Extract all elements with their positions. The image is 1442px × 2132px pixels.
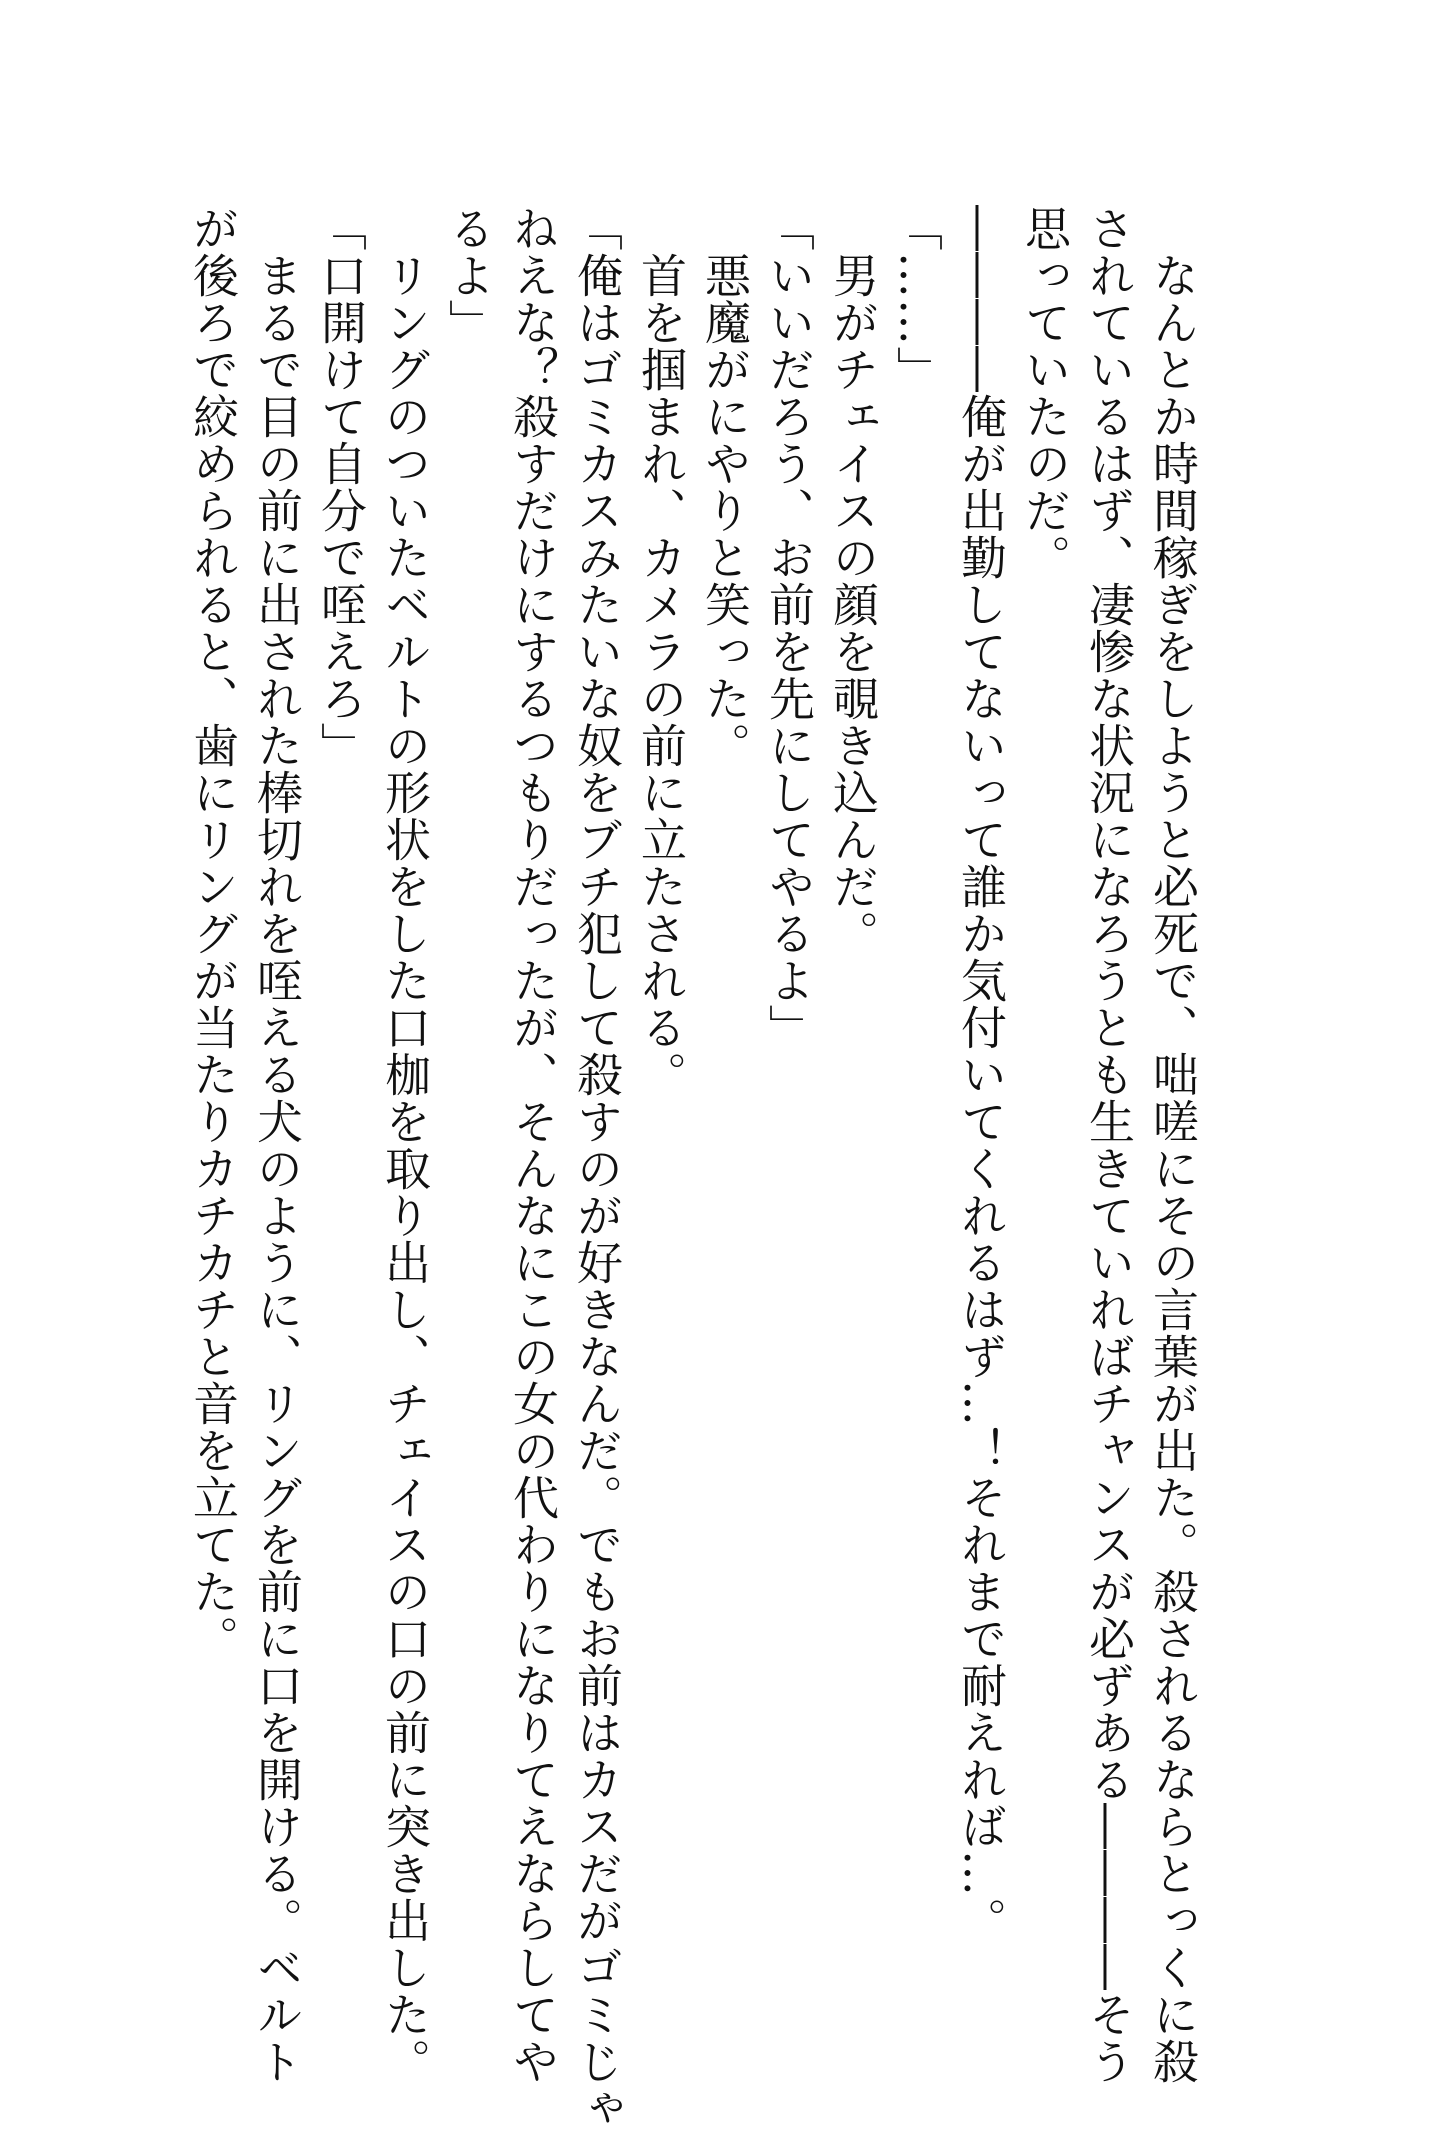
- text-line: ねえな？殺すだけにするつもりだったが、そんなにこの女の代わりになりてえならしてや: [506, 205, 560, 2085]
- text-line: るよ」: [442, 205, 496, 346]
- text-line: なんとか時間稼ぎをしようと必死で、咄嗟にその言葉が出た。殺されるならとっくに殺: [1146, 205, 1200, 2085]
- text-line: されているはず、凄惨な状況になろうとも生きていればチャンスが必ずある――――そう: [1082, 205, 1136, 2085]
- text-line: 「いいだろう、お前を先にしてやるよ」: [762, 205, 816, 1051]
- text-line: 「……」: [890, 205, 944, 393]
- text-line: 男がチェイスの顔を覗き込んだ。: [826, 205, 880, 957]
- text-line: 思っていたのだ。: [1018, 205, 1072, 581]
- text-line: リングのついたベルトの形状をした口枷を取り出し、チェイスの口の前に突き出した。: [378, 205, 432, 2085]
- text-line: まるで目の前に出された棒切れを咥える犬のように、リングを前に口を開ける。ベルト: [250, 205, 304, 2085]
- text-line: ――――俺が出勤してないって誰か気付いてくれるはず…！それまで耐えれば…。: [954, 205, 1008, 1944]
- text-line: が後ろで絞められると、歯にリングが当たりカチカチと音を立てた。: [186, 205, 240, 1662]
- text-line: 「口開けて自分で咥えろ」: [314, 205, 368, 769]
- text-line: 首を掴まれ、カメラの前に立たされる。: [634, 205, 688, 1098]
- text-line: 「俺はゴミカスみたいな奴をブチ犯して殺すのが好きなんだ。でもお前はカスだがゴミじゃ: [570, 205, 624, 2132]
- vertical-text-body: [181, 205, 1205, 2132]
- text-line: 悪魔がにやりと笑った。: [698, 205, 752, 769]
